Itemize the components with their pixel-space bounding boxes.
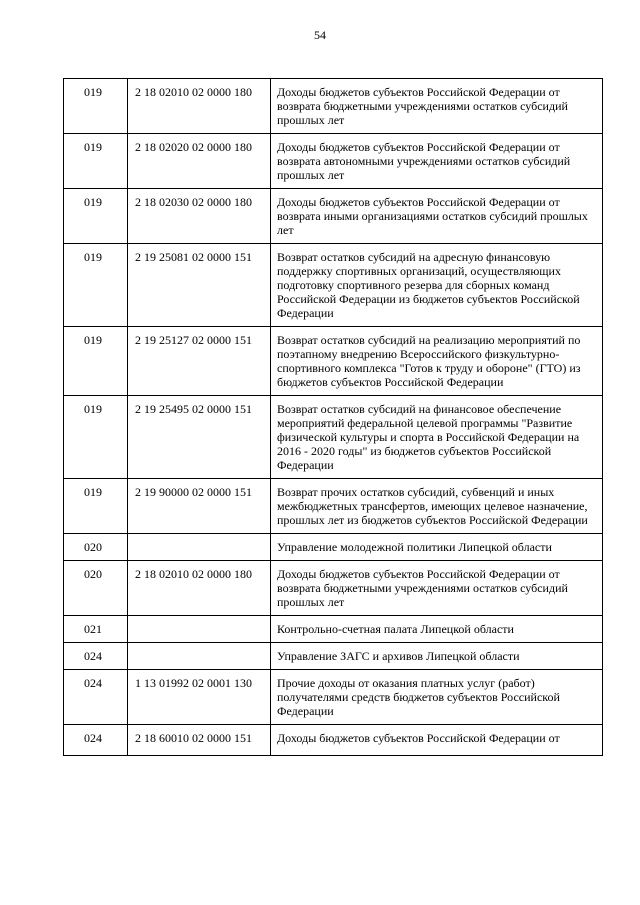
revenue-code-cell: 2 18 02010 02 0000 180 (128, 561, 271, 616)
table-row (64, 134, 603, 189)
admin-code-cell: 019 (64, 396, 128, 479)
revenue-code-cell: 2 19 25495 02 0000 151 (128, 396, 271, 479)
revenue-name-cell: Доходы бюджетов субъектов Российской Федерации от (271, 725, 603, 756)
table-row (64, 79, 603, 134)
admin-code-cell: 019 (64, 189, 128, 244)
revenue-code-cell: 2 18 02030 02 0000 180 (128, 189, 271, 244)
revenue-code-cell: 1 13 01992 02 0001 130 (128, 670, 271, 725)
revenue-code-cell (128, 643, 271, 670)
table-row (64, 643, 603, 670)
admin-code-cell: 019 (64, 134, 128, 189)
revenue-name-cell: Возврат прочих остатков субсидий, субвенций и иных межбюджетных трансфертов, имеющих целевое назначение, прошлых лет из бюджетов субъектов Российской Федерации (271, 479, 603, 534)
table-row (64, 479, 603, 534)
revenue-name-cell: Возврат остатков субсидий на адресную финансовую поддержку спортивных организаций, осуществляющих подготовку спортивного резерва для сборных команд Российской Федерации из бюджетов субъектов Российской Федерации (271, 244, 603, 327)
admin-code-cell: 019 (64, 327, 128, 396)
table-row (64, 561, 603, 616)
admin-code-cell: 024 (64, 670, 128, 725)
admin-code-cell: 019 (64, 244, 128, 327)
revenue-code-cell (128, 534, 271, 561)
revenue-code-cell: 2 19 25127 02 0000 151 (128, 327, 271, 396)
table-row (64, 670, 603, 725)
revenue-code-cell: 2 18 02020 02 0000 180 (128, 134, 271, 189)
revenue-code-cell: 2 18 60010 02 0000 151 (128, 725, 271, 756)
revenue-code-cell: 2 19 25081 02 0000 151 (128, 244, 271, 327)
admin-code-cell: 020 (64, 561, 128, 616)
revenue-name-cell: Управление молодежной политики Липецкой области (271, 534, 603, 561)
revenue-name-cell: Доходы бюджетов субъектов Российской Федерации от возврата автономными учреждениями остатков субсидий прошлых лет (271, 134, 603, 189)
admin-code-cell: 024 (64, 725, 128, 756)
table-row (64, 244, 603, 327)
admin-code-cell: 019 (64, 479, 128, 534)
revenue-name-cell: Возврат остатков субсидий на финансовое обеспечение мероприятий федеральной целевой программы "Развитие физической культуры и спорта в Российской Федерации на 2016 - 2020 годы" из бюджетов субъектов Российской Федерации (271, 396, 603, 479)
admin-code-cell: 021 (64, 616, 128, 643)
revenue-name-cell: Контрольно-счетная палата Липецкой области (271, 616, 603, 643)
page-number: 54 (314, 28, 326, 42)
table-row (64, 327, 603, 396)
admin-code-cell: 024 (64, 643, 128, 670)
revenue-name-cell: Возврат остатков субсидий на реализацию мероприятий по поэтапному внедрению Всероссийского физкультурно-спортивного комплекса "Готов к труду и обороне" (ГТО) из бюджетов субъектов Российской Федерации (271, 327, 603, 396)
table-row (64, 534, 603, 561)
revenue-code-cell (128, 616, 271, 643)
revenue-code-cell: 2 18 02010 02 0000 180 (128, 79, 271, 134)
revenue-name-cell: Прочие доходы от оказания платных услуг (работ) получателями средств бюджетов субъектов Российской Федерации (271, 670, 603, 725)
admin-code-cell: 020 (64, 534, 128, 561)
revenue-code-cell: 2 19 90000 02 0000 151 (128, 479, 271, 534)
admin-code-cell: 019 (64, 79, 128, 134)
table-row (64, 725, 603, 756)
revenue-name-cell: Доходы бюджетов субъектов Российской Федерации от возврата бюджетными учреждениями остатков субсидий прошлых лет (271, 79, 603, 134)
revenue-codes-table (63, 78, 603, 756)
table-row (64, 396, 603, 479)
table-row (64, 616, 603, 643)
revenue-name-cell: Доходы бюджетов субъектов Российской Федерации от возврата иными организациями остатков субсидий прошлых лет (271, 189, 603, 244)
revenue-name-cell: Доходы бюджетов субъектов Российской Федерации от возврата бюджетными учреждениями остатков субсидий прошлых лет (271, 561, 603, 616)
revenue-name-cell: Управление ЗАГС и архивов Липецкой области (271, 643, 603, 670)
table-row (64, 189, 603, 244)
